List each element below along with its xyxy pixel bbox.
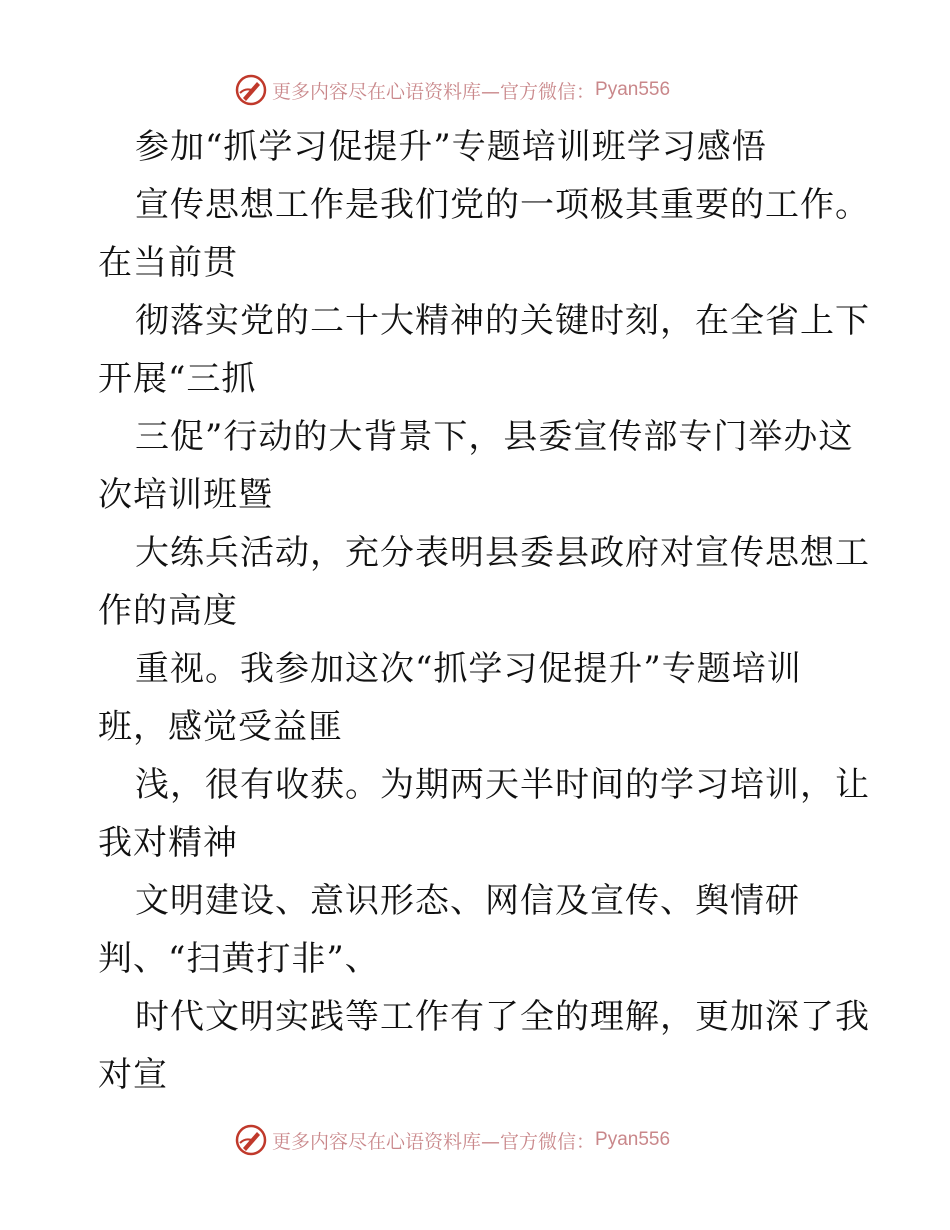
text-line: 宣传思想工作是我们党的一项极其重要的工作。 — [135, 185, 870, 225]
text-line: 对宣 — [98, 1055, 168, 1095]
text-line: 重视。我参加这次“抓学习促提升”专题培训 — [135, 649, 802, 689]
text-line: 时代文明实践等工作有了全的理解，更加深了我 — [135, 997, 870, 1037]
wechat-id: Pyan556 — [595, 1129, 671, 1150]
text-line: 浅，很有收获。为期两天半时间的学习培训，让 — [135, 765, 870, 805]
watermark-text: 更多内容尽在心语资料库—官方微信： — [272, 1130, 596, 1153]
text-line: 彻落实党的二十大精神的关键时刻，在全省上下 — [135, 301, 870, 341]
text-line: 判、“扫黄打非”、 — [98, 939, 380, 979]
text-line: 文明建设、意识形态、网信及宣传、舆情研 — [135, 881, 800, 921]
text-line: 三促”行动的大背景下，县委宣传部专门举办这 — [135, 417, 854, 457]
footer-watermark — [0, 1120, 950, 1160]
wechat-id: Pyan556 — [595, 79, 671, 100]
text-line: 我对精神 — [98, 823, 238, 863]
text-line: 开展“三抓 — [98, 359, 257, 399]
document-title: 参加“抓学习促提升”专题培训班学习感悟 — [135, 127, 767, 167]
text-line: 作的高度 — [98, 591, 238, 631]
text-line: 在当前贯 — [98, 243, 238, 283]
watermark-text: 更多内容尽在心语资料库—官方微信： — [272, 80, 596, 103]
text-line: 班，感觉受益匪 — [98, 707, 343, 747]
text-line: 大练兵活动，充分表明县委县政府对宣传思想工 — [135, 533, 870, 573]
pen-in-circle-logo-icon — [234, 1123, 268, 1157]
text-line: 次培训班暨 — [98, 475, 273, 515]
